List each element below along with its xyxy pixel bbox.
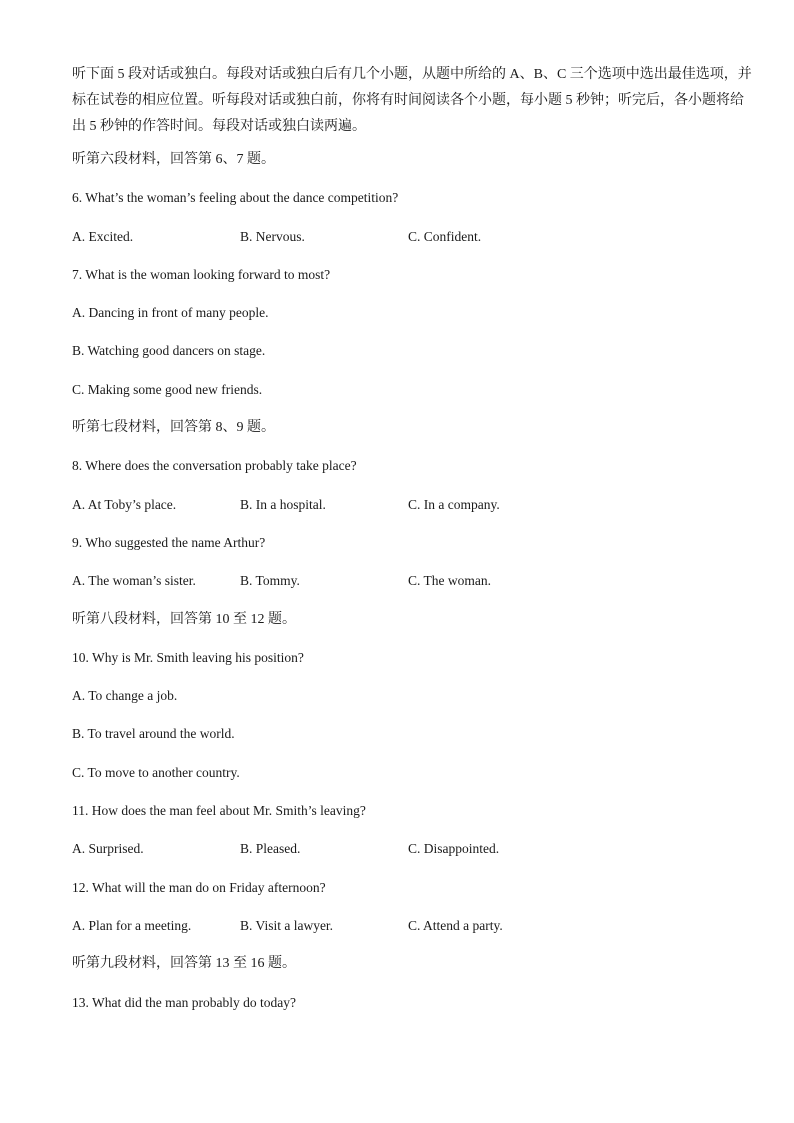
q6-option-c: C. Confident. [408,228,482,244]
q8-option-c: C. In a company. [408,496,500,512]
section-heading-9: 听第九段材料，回答第 13 至 16 题。 [72,956,296,972]
q9-option-c: C. The woman. [408,573,491,589]
exam-page [72,62,752,1031]
section-heading-text: 听第六段材料，回答第 6、7 题。 [72,152,275,167]
question-7-stem: 7. What is the woman looking forward to most? [72,266,331,282]
q8-option-a: A. At Toby’s place. [72,496,177,512]
question-6-stem: 6. What’s the woman’s feeling about the dance competition? [72,190,399,206]
q12-option-c: C. Attend a party. [408,917,503,933]
question-12-options [72,916,752,954]
q12-option-b: B. Visit a lawyer. [240,917,334,933]
q7-option-b: B. Watching good dancers on stage. [72,343,266,359]
q9-option-b: B. Tommy. [240,573,300,589]
question-11-options [72,839,752,877]
section-heading-8: 听第八段材料，回答第 10 至 12 题。 [72,611,296,627]
q11-option-c: C. Disappointed. [408,841,500,857]
q11-option-b: B. Pleased. [240,841,301,857]
q6-option-a: A. Excited. [72,228,134,244]
section-heading-7: 听第七段材料，回答第 8、9 题。 [72,420,275,436]
q10-option-a: A. To change a job. [72,688,178,704]
section-heading-6 [72,150,752,188]
instructions-paragraph: 听下面 5 段对话或独白。每段对话或独白后有几个小题，从题中所给的 A、B、C 三个选项中选出最佳选项，并标在试卷的相应位置。听每段对话或独白前，你将有时间阅读各个小题，每小题 5 秒钟；听完后，各小题将给出 5 秒钟的作答时间。每段对话或独白读两遍。 [72,67,752,134]
question-6-options [72,227,752,265]
question-13-stem: 13. What did the man probably do today? [72,994,296,1010]
question-8-options [72,495,752,533]
q12-option-a: A. Plan for a meeting. [72,917,192,933]
q8-option-b: B. In a hospital. [240,496,326,512]
q9-option-a: A. The woman’s sister. [72,573,196,589]
q10-option-b: B. To travel around the world. [72,726,235,742]
q10-option-c: C. To move to another country. [72,764,240,780]
q6-option-b: B. Nervous. [240,228,305,244]
q11-option-a: A. Surprised. [72,841,144,857]
question-10-stem: 10. Why is Mr. Smith leaving his position? [72,649,304,665]
question-8-stem: 8. Where does the conversation probably take place? [72,458,357,474]
q7-option-c: C. Making some good new friends. [72,381,263,397]
question-9-stem: 9. Who suggested the name Arthur? [72,534,266,550]
question-12-stem: 12. What will the man do on Friday afternoon? [72,879,326,895]
question-9-options [72,571,752,609]
q7-option-a: A. Dancing in front of many people. [72,305,269,321]
question-11-stem: 11. How does the man feel about Mr. Smith’s leaving? [72,803,366,819]
